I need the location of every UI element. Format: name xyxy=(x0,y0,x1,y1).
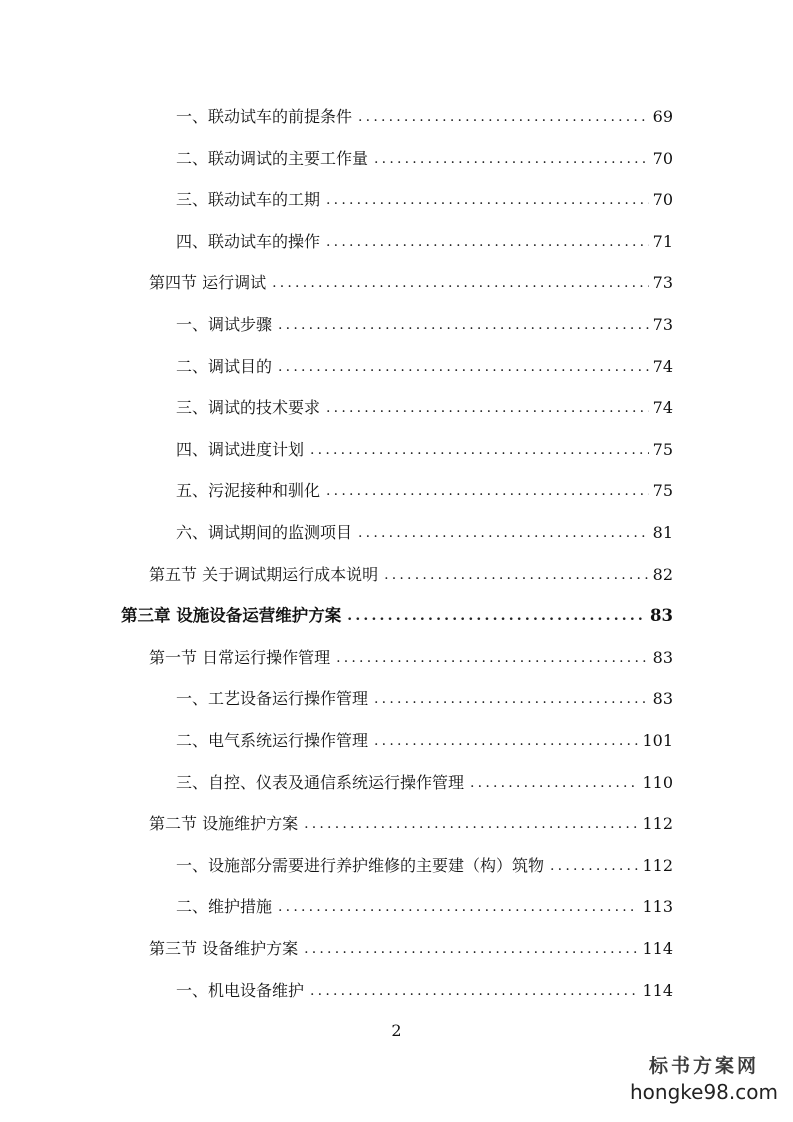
toc-entry[interactable] xyxy=(149,812,673,836)
toc-entry-page: 70 xyxy=(652,190,673,209)
toc-entry-page: 83 xyxy=(650,606,673,625)
toc-dot-leader xyxy=(336,646,649,670)
toc-dot-leader xyxy=(272,271,649,295)
toc-entry-page: 114 xyxy=(642,981,673,1000)
toc-entry-page: 112 xyxy=(642,814,673,833)
toc-entry-page: 83 xyxy=(652,648,673,667)
toc-dot-leader xyxy=(374,729,638,753)
toc-entry[interactable] xyxy=(176,147,673,171)
toc-dot-leader xyxy=(278,895,638,919)
toc-entry-title: 四、调试进度计划 xyxy=(176,440,305,459)
toc-entry-page: 114 xyxy=(642,939,673,958)
toc-entry-page: 69 xyxy=(652,107,673,126)
toc-entry[interactable] xyxy=(176,396,673,420)
toc-entry-title: 一、机电设备维护 xyxy=(176,981,305,1000)
toc-entry-page: 74 xyxy=(652,357,673,376)
toc-entry-page: 110 xyxy=(642,773,673,792)
toc-entry[interactable] xyxy=(176,687,673,711)
toc-entry[interactable] xyxy=(176,729,673,753)
toc-entry-title: 第五节 关于调试期运行成本说明 xyxy=(149,565,379,584)
toc-entry-title: 一、工艺设备运行操作管理 xyxy=(176,689,369,708)
toc-entry-title: 一、联动试车的前提条件 xyxy=(176,107,353,126)
toc-entry-page: 75 xyxy=(652,440,673,459)
toc-entry-page: 83 xyxy=(652,689,673,708)
toc-entry-page: 73 xyxy=(652,273,673,292)
toc-entry[interactable] xyxy=(176,438,673,462)
toc-entry-page: 73 xyxy=(652,315,673,334)
toc-entry-title: 三、调试的技术要求 xyxy=(176,398,321,417)
toc-entry-title: 二、调试目的 xyxy=(176,357,273,376)
toc-entry[interactable] xyxy=(176,230,673,254)
toc-entry[interactable] xyxy=(176,895,673,919)
toc-dot-leader xyxy=(304,812,638,836)
toc-dot-leader xyxy=(470,771,638,795)
page-number: 2 xyxy=(391,1021,402,1040)
toc-entry[interactable] xyxy=(176,521,673,545)
toc-entry-title: 六、调试期间的监测项目 xyxy=(176,523,353,542)
toc-entry-title: 二、联动调试的主要工作量 xyxy=(176,149,369,168)
toc-entry[interactable] xyxy=(176,979,673,1003)
toc-dot-leader xyxy=(374,147,649,171)
watermark-title: 标书方案网 xyxy=(648,1055,759,1077)
toc-entry[interactable] xyxy=(149,937,673,961)
toc-dot-leader xyxy=(550,854,638,878)
toc-dot-leader xyxy=(326,230,649,254)
toc-dot-leader xyxy=(326,396,649,420)
toc-entry-page: 71 xyxy=(652,232,673,251)
toc-entry-title: 三、自控、仪表及通信系统运行操作管理 xyxy=(176,773,465,792)
toc-dot-leader xyxy=(278,313,649,337)
toc-entry[interactable] xyxy=(149,271,673,295)
toc-entry-page: 81 xyxy=(652,523,673,542)
toc-dot-leader xyxy=(310,979,638,1003)
toc-entry-title: 一、调试步骤 xyxy=(176,315,273,334)
toc-entry-page: 112 xyxy=(642,856,673,875)
toc-entry[interactable] xyxy=(176,105,673,129)
toc-dot-leader xyxy=(358,105,649,129)
toc-dot-leader xyxy=(347,604,646,628)
toc-dot-leader xyxy=(326,479,649,503)
toc-entry-title: 第四节 运行调试 xyxy=(149,273,267,292)
toc-entry[interactable] xyxy=(176,188,673,212)
toc-entry[interactable] xyxy=(176,479,673,503)
toc-entry[interactable] xyxy=(149,563,673,587)
toc-entry[interactable] xyxy=(121,604,673,628)
toc-entry-page: 113 xyxy=(642,897,673,916)
watermark-url: hongke98.com xyxy=(630,1080,778,1104)
toc-entry[interactable] xyxy=(176,854,673,878)
toc-entry-title: 一、设施部分需要进行养护维修的主要建（构）筑物 xyxy=(176,856,545,875)
toc-entry[interactable] xyxy=(149,646,673,670)
toc-entry-title: 四、联动试车的操作 xyxy=(176,232,321,251)
toc-dot-leader xyxy=(304,937,638,961)
toc-entry-title: 第三章 设施设备运营维护方案 xyxy=(121,606,342,625)
toc-dot-leader xyxy=(310,438,649,462)
toc-entry-page: 82 xyxy=(652,565,673,584)
toc-dot-leader xyxy=(278,355,649,379)
toc-entry-page: 101 xyxy=(642,731,673,750)
toc-entry-page: 74 xyxy=(652,398,673,417)
toc-entry[interactable] xyxy=(176,313,673,337)
toc-entry-title: 二、电气系统运行操作管理 xyxy=(176,731,369,750)
toc-entry-title: 第三节 设备维护方案 xyxy=(149,939,299,958)
toc-entry-title: 三、联动试车的工期 xyxy=(176,190,321,209)
toc-entry[interactable] xyxy=(176,771,673,795)
toc-dot-leader xyxy=(358,521,649,545)
toc-entry-title: 二、维护措施 xyxy=(176,897,273,916)
toc-dot-leader xyxy=(384,563,649,587)
toc-entry-title: 第二节 设施维护方案 xyxy=(149,814,299,833)
toc-entry-page: 70 xyxy=(652,149,673,168)
toc-entry-page: 75 xyxy=(652,481,673,500)
toc-dot-leader xyxy=(326,188,649,212)
toc-entry-title: 第一节 日常运行操作管理 xyxy=(149,648,331,667)
toc-entry-title: 五、污泥接种和驯化 xyxy=(176,481,321,500)
toc-entry[interactable] xyxy=(176,355,673,379)
toc-dot-leader xyxy=(374,687,649,711)
watermark-logo xyxy=(629,1054,779,1114)
